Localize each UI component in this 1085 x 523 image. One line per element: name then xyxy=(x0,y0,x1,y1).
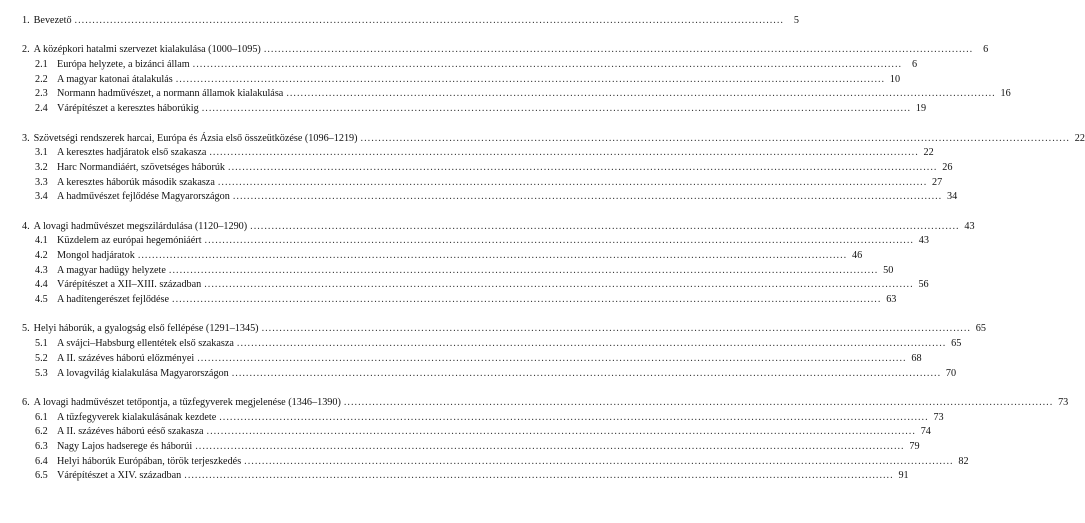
section-number: 4.2 xyxy=(35,250,48,261)
toc-section-5-1[interactable] xyxy=(22,337,962,352)
section-number: 4.5 xyxy=(35,294,48,306)
dot-leader xyxy=(184,469,893,484)
section-title: A II. százéves háború előzményei xyxy=(57,352,195,364)
dot-leader xyxy=(286,87,995,102)
dot-leader xyxy=(75,14,784,29)
page-number: 50 xyxy=(883,264,894,276)
chapter-title: A lovagi hadművészet megszilárdulása (1120–1290) xyxy=(33,220,248,232)
toc-section-3-3[interactable] xyxy=(22,176,943,191)
toc-section-3-4[interactable] xyxy=(22,190,958,205)
toc-section-6-5[interactable] xyxy=(22,469,909,484)
dot-leader xyxy=(207,425,916,440)
spacer xyxy=(22,117,489,132)
toc-section-2-2[interactable] xyxy=(22,73,901,88)
toc-section-4-1[interactable] xyxy=(22,234,929,249)
page-number: 73 xyxy=(1058,396,1069,408)
dot-leader xyxy=(195,440,904,455)
section-number: 3.4 xyxy=(35,191,48,203)
page-number: 65 xyxy=(975,323,986,335)
page-number: 73 xyxy=(933,411,944,423)
section-number: 6.1 xyxy=(35,411,48,423)
toc-section-2-4[interactable] xyxy=(22,102,927,117)
toc-section-4-2[interactable] xyxy=(22,249,863,264)
section-title: Normann hadművészet, a normann államok kialakulása xyxy=(57,88,284,100)
dot-leader xyxy=(218,176,927,191)
page-number: 26 xyxy=(942,161,953,173)
page-number: 6 xyxy=(911,59,918,71)
page-number: 56 xyxy=(918,279,929,291)
dot-leader xyxy=(233,190,942,205)
page-number: 22 xyxy=(923,147,934,159)
chapter-number: 5. xyxy=(22,323,30,335)
section-number: 6.5 xyxy=(35,470,48,482)
page-number: 10 xyxy=(889,73,901,85)
spacer xyxy=(22,29,489,44)
section-title: Harc Normandiáért, szövetséges háborúk xyxy=(57,161,226,173)
section-number: 5.2 xyxy=(35,352,48,364)
toc-chapter-2[interactable] xyxy=(22,43,989,58)
section-title: Várépítészet a keresztes háborúkig xyxy=(57,103,199,115)
toc-chapter-5[interactable] xyxy=(22,322,986,337)
toc-section-4-5[interactable] xyxy=(22,293,897,308)
section-title: A svájci–Habsburg ellentétek első szakasza xyxy=(57,338,234,350)
section-number: 4.1 xyxy=(35,235,48,247)
page-number: 6 xyxy=(983,44,989,56)
page-number: 65 xyxy=(951,338,962,350)
dot-leader xyxy=(193,58,902,73)
section-title: A magyar katonai átalakulás xyxy=(57,73,173,85)
page-number: 46 xyxy=(852,250,863,261)
dot-leader xyxy=(219,411,928,426)
section-title: A hadítengerészet fejlődése xyxy=(57,294,170,306)
toc-section-6-1[interactable] xyxy=(22,411,944,426)
dot-leader xyxy=(361,132,1070,147)
spacer xyxy=(22,205,489,220)
section-number: 2.1 xyxy=(35,59,48,71)
page-number: 19 xyxy=(915,103,927,115)
section-number: 3.3 xyxy=(35,176,48,188)
dot-leader xyxy=(244,455,953,470)
section-title: A magyar hadügy helyzete xyxy=(57,264,166,276)
dot-leader xyxy=(264,43,973,58)
dot-leader xyxy=(138,249,847,264)
section-title: Várépítészet a XII–XIII. században xyxy=(57,279,202,291)
section-number: 6.2 xyxy=(35,426,48,438)
dot-leader xyxy=(204,278,913,293)
dot-leader xyxy=(262,322,971,337)
chapter-number: 4. xyxy=(22,220,30,232)
section-number: 6.4 xyxy=(35,455,48,467)
dot-leader xyxy=(344,396,1053,411)
dot-leader xyxy=(209,146,918,161)
section-title: A lovagvilág kialakulása Magyarországon xyxy=(57,367,229,379)
section-title: Helyi háborúk Európában, török terjeszkedés xyxy=(57,455,242,467)
toc-section-6-3[interactable] xyxy=(22,440,920,455)
page-number: 43 xyxy=(918,235,929,247)
section-title: Mongol hadjáratok xyxy=(57,250,135,261)
page-number: 79 xyxy=(909,440,920,452)
toc-section-3-1[interactable] xyxy=(22,146,934,161)
chapter-title: Helyi háborúk, a gyalogság első fellépése (1291–1345) xyxy=(33,323,259,335)
section-title: Nagy Lajos hadserege és háborúi xyxy=(57,440,193,452)
section-number: 5.3 xyxy=(35,367,48,379)
section-title: Várépítészet a XIV. században xyxy=(57,470,182,482)
section-number: 5.1 xyxy=(35,338,48,350)
toc-chapter-1[interactable] xyxy=(22,14,799,29)
chapter-number: 1. xyxy=(22,15,30,26)
chapter-number: 2. xyxy=(22,44,30,56)
chapter-number: 3. xyxy=(22,132,30,144)
toc-section-6-2[interactable] xyxy=(22,425,931,440)
page-number: 34 xyxy=(947,191,958,203)
page-number: 43 xyxy=(964,220,975,232)
section-title: A II. százéves háború eéső szakasza xyxy=(57,426,204,438)
page-number: 63 xyxy=(886,294,897,306)
dot-leader xyxy=(228,161,937,176)
dot-leader xyxy=(197,352,906,367)
section-number: 2.4 xyxy=(35,103,48,115)
toc-section-5-3[interactable] xyxy=(22,367,957,382)
toc-section-6-4[interactable] xyxy=(22,455,969,470)
chapter-number: 6. xyxy=(22,396,30,408)
toc-section-3-2[interactable] xyxy=(22,161,953,176)
toc-section-4-4[interactable] xyxy=(22,278,929,293)
section-number: 2.3 xyxy=(35,88,48,100)
chapter-title: A középkori hatalmi szervezet kialakulása (1000–1095) xyxy=(33,44,261,56)
section-title: Küzdelem az európai hegemóniáért xyxy=(57,235,202,247)
section-number: 4.4 xyxy=(35,279,48,291)
page-number: 91 xyxy=(898,470,909,482)
dot-leader xyxy=(176,73,885,88)
dot-leader xyxy=(172,293,881,308)
section-number: 3.1 xyxy=(35,147,48,159)
toc-section-5-2[interactable] xyxy=(22,352,922,367)
toc-section-4-3[interactable] xyxy=(22,264,894,279)
spacer xyxy=(22,308,489,323)
dot-leader xyxy=(250,220,959,235)
page-number: 5 xyxy=(793,15,799,26)
page-number: 82 xyxy=(958,455,969,467)
dot-leader xyxy=(237,337,946,352)
page-number: 16 xyxy=(1000,88,1011,100)
chapter-title: Szövetségi rendszerek harcai, Európa és Ázsia első összeütközése (1096–1219) xyxy=(33,132,358,144)
section-title: A keresztes háborúk második szakasza xyxy=(57,176,215,188)
page-number: 74 xyxy=(920,426,931,438)
dot-leader xyxy=(205,234,914,249)
section-number: 6.3 xyxy=(35,440,48,452)
chapter-title: A lovagi hadművészet tetőpontja, a tűzfegyverek megjelenése (1346–1390) xyxy=(33,396,341,408)
dot-leader xyxy=(169,264,878,279)
section-title: A keresztes hadjáratok első szakasza xyxy=(57,147,207,159)
page-number: 22 xyxy=(1074,132,1085,144)
toc-chapter-4[interactable] xyxy=(22,220,975,235)
dot-leader xyxy=(202,102,911,117)
table-of-contents xyxy=(22,14,1085,484)
toc-section-2-1[interactable] xyxy=(22,58,918,73)
toc-chapter-6[interactable] xyxy=(22,396,1069,411)
section-number: 4.3 xyxy=(35,264,48,276)
section-number: 2.2 xyxy=(35,73,48,85)
chapter-title: Bevezető xyxy=(33,15,72,26)
spacer xyxy=(22,381,489,396)
toc-chapter-3[interactable] xyxy=(22,132,1085,147)
section-title: Európa helyzete, a bizánci állam xyxy=(57,59,190,71)
section-number: 3.2 xyxy=(35,161,48,173)
section-title: A tűzfegyverek kialakulásának kezdete xyxy=(57,411,217,423)
section-title: A hadművészet fejlődése Magyarországon xyxy=(57,191,230,203)
toc-section-2-3[interactable] xyxy=(22,87,1011,102)
page-number: 68 xyxy=(911,352,922,364)
dot-leader xyxy=(232,367,941,382)
page-number: 70 xyxy=(945,367,957,379)
page-number: 27 xyxy=(932,176,943,188)
